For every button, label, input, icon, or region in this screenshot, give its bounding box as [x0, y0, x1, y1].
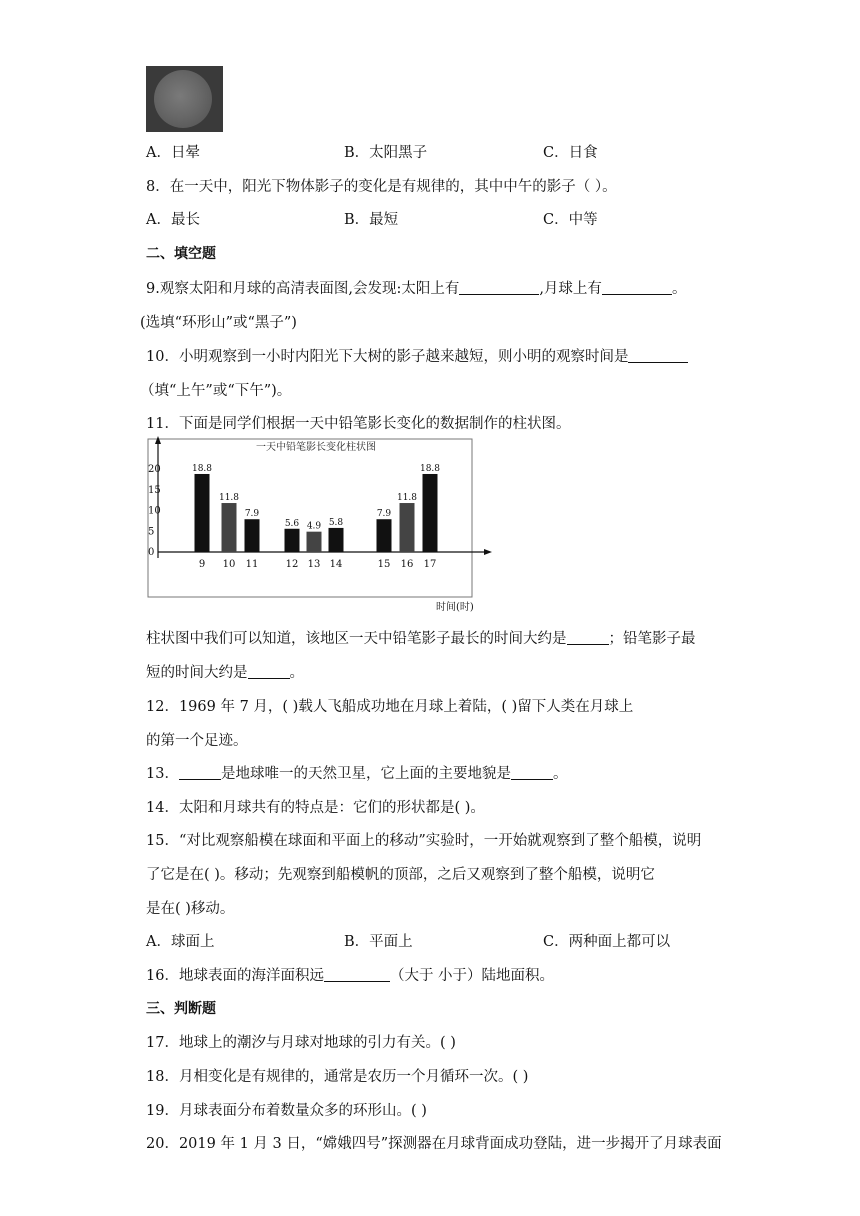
q12-line1: 12．1969 年 7 月，( )载人飞船成功地在月球上着陆，( )留下人类在月球上: [146, 699, 634, 715]
q13-blank-satellite[interactable]: [179, 765, 221, 780]
sunspot-photo-image: [146, 66, 223, 132]
q13-text-3: 。: [552, 766, 568, 782]
q9-blank-moon[interactable]: [602, 280, 672, 295]
y-tick-label: 5: [148, 526, 155, 538]
bar: [377, 519, 392, 552]
q9-text-2: ,月球上有: [539, 281, 602, 297]
y-tick-label: 20: [148, 464, 161, 475]
q18-question: 18．月相变化是有规律的，通常是农历一个月循环一次。( ): [146, 1069, 529, 1085]
bar-value-label: 7.9: [244, 509, 260, 520]
q13-blank-landform[interactable]: [511, 765, 553, 780]
q9-blank-sun[interactable]: [459, 280, 539, 295]
q7-option-a: A．日晕: [146, 145, 200, 161]
q8-option-a: A．最长: [146, 212, 200, 228]
q15-option-c: C．两种面上都可以: [543, 934, 671, 950]
x-tick-label: 13: [307, 559, 321, 570]
x-axis-label: 时间(时): [436, 602, 474, 613]
q10-line1: [146, 345, 688, 366]
bar-value-label: 5.8: [328, 517, 344, 528]
q11-text-1: 柱状图中我们可以知道，该地区一天中铅笔影子最长的时间大约是: [146, 631, 567, 647]
q16-text-2: （大于 小于）陆地面积。: [389, 968, 555, 984]
bar: [195, 474, 210, 552]
q11-line2: [146, 661, 304, 682]
q9-line1: [146, 277, 686, 298]
bar-value-label: 18.8: [191, 463, 213, 474]
q11-blank-longest[interactable]: [567, 630, 609, 645]
y-tick-label: 10: [148, 505, 161, 517]
q8-question: 8．在一天中，阳光下物体影子的变化是有规律的，其中中午的影子（ ）。: [146, 179, 617, 195]
q20-question: 20．2019 年 1 月 3 日，“嫦娥四号”探测器在月球背面成功登陆，进一步揭开了月球表面: [146, 1136, 722, 1152]
section-title-true-false: 三、判断题: [146, 1001, 216, 1017]
q14-question: 14．太阳和月球共有的特点是：它们的形状都是( )。: [146, 800, 485, 816]
bar-value-label: 11.8: [218, 493, 240, 504]
bar-value-label: 18.8: [419, 463, 441, 474]
x-axis-arrow-icon: [484, 549, 492, 555]
q19-question: 19．月球表面分布着数量众多的环形山。( ): [146, 1103, 427, 1119]
bar: [222, 503, 237, 552]
q9-line2: (选填“环形山”或“黑子”): [140, 315, 297, 331]
x-tick-label: 16: [400, 559, 414, 570]
q17-question: 17．地球上的潮汐与月球对地球的引力有关。( ): [146, 1035, 456, 1051]
x-tick-label: 12: [285, 559, 299, 570]
q10-text: 10．小明观察到一小时内阳光下大树的影子越来越短，则小明的观察时间是: [146, 349, 629, 365]
q11-line1: [146, 627, 696, 648]
q7-option-b: B．太阳黑子: [344, 145, 428, 161]
bar-value-label: 7.9: [376, 509, 392, 520]
shadow-length-chart: [146, 436, 494, 614]
q15-line3: 是在( )移动。: [146, 901, 235, 917]
q11-blank-shortest[interactable]: [248, 664, 290, 679]
x-tick-label: 14: [329, 559, 343, 570]
q16-text-1: 16．地球表面的海洋面积远: [146, 968, 324, 984]
bar: [329, 528, 344, 552]
q16-blank[interactable]: [324, 967, 390, 982]
q11-text-4: 。: [289, 665, 304, 681]
bar: [245, 519, 260, 552]
sun-disc-icon: [154, 70, 212, 128]
q13-line: [146, 762, 567, 783]
q10-blank[interactable]: [628, 348, 688, 363]
q15-option-b: B．平面上: [344, 934, 413, 950]
q15-option-a: A．球面上: [146, 934, 215, 950]
x-tick-label: 11: [245, 559, 259, 570]
y-axis-arrow-icon: [155, 436, 161, 444]
y-tick-label: 0: [148, 547, 155, 558]
q10-line2: （填“上午”或“下午”)。: [140, 383, 292, 399]
q13-text-1: 13．: [146, 766, 179, 782]
bar-value-label: 11.8: [396, 493, 418, 504]
x-tick-label: 15: [377, 559, 391, 570]
bar-value-label: 5.6: [284, 518, 300, 529]
q9-text-1: 9.观察太阳和月球的高清表面图,会发现:太阳上有: [146, 281, 460, 297]
y-tick-label: 15: [148, 484, 161, 496]
q13-text-2: 是地球唯一的天然卫星，它上面的主要地貌是: [220, 766, 511, 782]
q7-option-c: C．日食: [543, 145, 598, 161]
q15-line2: 了它是在( )。移动；先观察到船模帆的顶部，之后又观察到了整个船模，说明它: [146, 867, 655, 883]
bar: [307, 532, 322, 552]
bar: [285, 529, 300, 552]
x-tick-label: 10: [222, 559, 236, 570]
q16-line: [146, 964, 554, 985]
bar: [400, 503, 415, 552]
q8-option-b: B．最短: [344, 212, 399, 228]
section-title-fill-in: 二、填空题: [146, 246, 216, 262]
bar: [423, 474, 438, 552]
q9-text-3: 。: [671, 281, 687, 297]
q11-text-2: ；铅笔影子最: [608, 631, 696, 647]
x-tick-label: 17: [423, 559, 437, 570]
q15-line1: 15．“对比观察船模在球面和平面上的移动”实验时，一开始就观察到了整个船模，说明: [146, 833, 702, 849]
q8-option-c: C．中等: [543, 212, 598, 228]
q12-line2: 的第一个足迹。: [146, 733, 248, 749]
q11-text-3: 短的时间大约是: [146, 665, 248, 681]
bar-chart-svg: [146, 436, 494, 614]
q11-intro: 11．下面是同学们根据一天中铅笔影长变化的数据制作的柱状图。: [146, 416, 571, 432]
x-tick-label: 9: [198, 559, 206, 570]
chart-title: 一天中铅笔影长变化柱状图: [256, 442, 376, 453]
bar-value-label: 4.9: [306, 521, 322, 532]
